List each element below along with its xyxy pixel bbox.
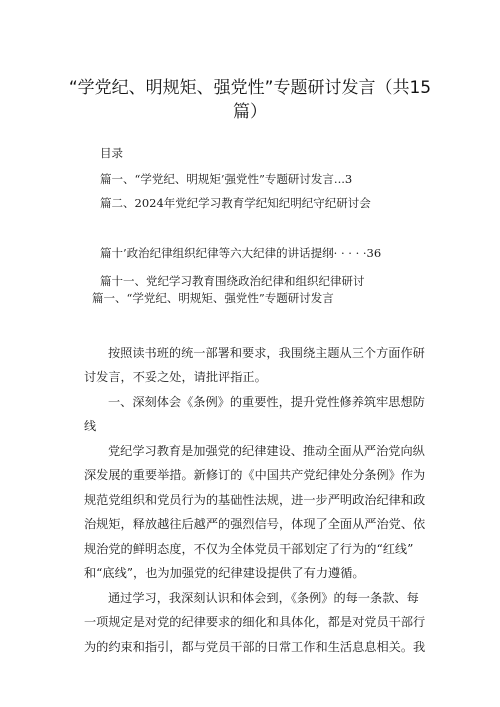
toc-item[interactable]: 篇十’政治纪律组织纪律等六大纪律的讲话提纲· · · · ·36 (100, 246, 382, 260)
body-line: 线 (84, 419, 97, 433)
body-line: 治规矩，释放越往后越严的强烈信号，体现了全面从严治党、依 (84, 517, 426, 531)
title-line-1: “学党纪、明规矩、强党性”专题研讨发言（共15 (68, 78, 432, 98)
body-line: 一项规定是对党的纪律要求的细化和具体化，都是对党员干部行 (84, 615, 426, 629)
body-line: 通过学习，我深刻认识和体会到，《条例》的每一条款、每 (108, 591, 419, 605)
toc-item[interactable]: 篇二、2024年党纪学习教育学纪知纪明纪守纪研讨会 (100, 196, 371, 210)
body-line: 规范党组织和党员行为的基础性法规，进一步严明政治纪律和政 (84, 493, 426, 507)
body-line: 按照读书班的统一部署和要求，我围绕主题从三个方面作研 (108, 346, 425, 360)
toc-item[interactable]: 篇十一、党纪学习教育围绕政治纪律和组织纪律研讨 (100, 274, 365, 288)
body-line: 一、深刻体会《条例》的重要性，提升党性修养筑牢思想防 (108, 395, 425, 409)
body-line: 深发展的重要举措。新修订的《中国共产党纪律处分条例》作为 (84, 468, 426, 482)
body-line: 讨发言，不妥之处，请批评指正。 (84, 370, 267, 384)
document-title (60, 76, 440, 124)
body-line: 规治党的鲜明态度，不仅为全体党员干部划定了行为的“红线” (84, 542, 414, 556)
body-line: 党纪学习教育是加强党的纪律建设、推动全面从严治党向纵 (108, 444, 425, 458)
toc-item[interactable]: 篇一、“学党纪、明规矩’强党性”专题研讨发言...3 (100, 172, 353, 186)
body-line: 和“底线”，也为加强党的纪律建设提供了有力遵循。 (84, 566, 365, 580)
toc-heading: 目录 (100, 146, 123, 160)
body-line: 为的约束和指引，都与党员干部的日常工作和生活息息相关。我 (84, 640, 426, 654)
title-line-2: 篇） (233, 102, 267, 122)
toc-item[interactable]: 篇一、“学党纪、明规矩、强党性”专题研讨发言 (92, 291, 334, 305)
